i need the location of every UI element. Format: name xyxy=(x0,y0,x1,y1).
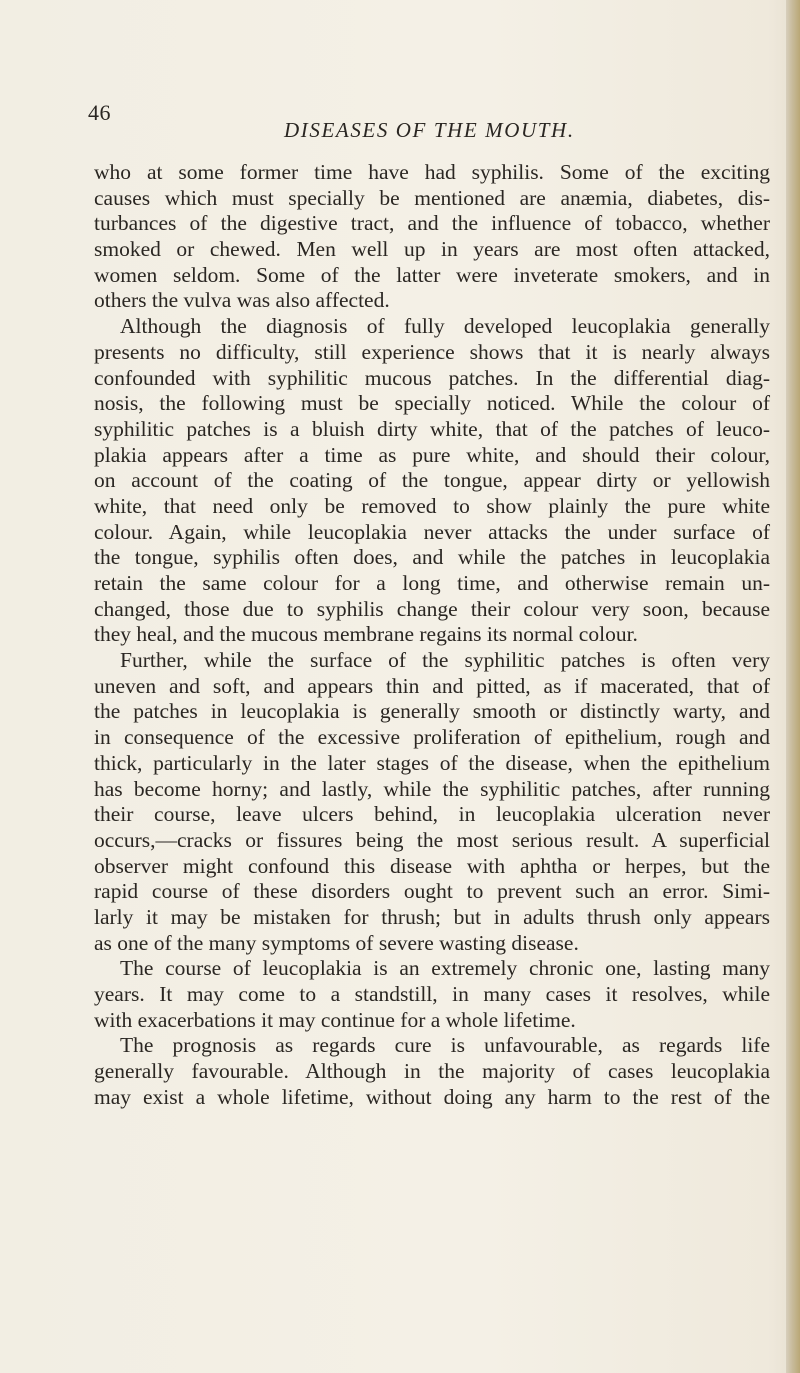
text-line: smoked or chewed. Men well up in years are most often attacked, xyxy=(94,237,770,262)
text-line: generally favourable. Although in the majority of cases leucoplakia xyxy=(94,1059,770,1084)
text-line: may exist a whole lifetime, without doing any harm to the rest of the xyxy=(94,1084,770,1109)
text-line: thick, particularly in the later stages of the disease, when the epithelium xyxy=(94,750,770,775)
page-number: 46 xyxy=(88,100,111,125)
body-text xyxy=(94,160,770,1110)
text-line: occurs,—cracks or fissures being the most serious result. A superficial xyxy=(94,827,770,852)
text-line: larly it may be mistaken for thrush; but in adults thrush only appears xyxy=(94,904,770,929)
text-line: in consequence of the excessive proliferation of epithelium, rough and xyxy=(94,725,770,750)
text-line: others the vulva was also affected. xyxy=(94,288,390,313)
text-line: observer might confound this disease with aphtha or herpes, but the xyxy=(94,853,770,878)
text-line: confounded with syphilitic mucous patches. In the differential diag- xyxy=(94,365,770,390)
text-line: years. It may come to a standstill, in many cases it resolves, while xyxy=(94,982,770,1006)
text-line: The course of leucoplakia is an extremely chronic one, lasting many xyxy=(120,956,770,981)
text-line: presents no difficulty, still experience shows that it is nearly always xyxy=(94,339,770,364)
text-line: has become horny; and lastly, while the syphilitic patches, after running xyxy=(94,776,770,801)
text-line: causes which must specially be mentioned are anæmia, diabetes, dis- xyxy=(94,185,770,210)
text-line: they heal, and the mucous membrane regains its normal colour. xyxy=(94,622,638,647)
text-line: women seldom. Some of the latter were inveterate smokers, and in xyxy=(94,262,770,287)
text-line: colour. Again, while leucoplakia never attacks the under surface of xyxy=(94,519,770,544)
text-line: turbances of the digestive tract, and the influence of tobacco, whether xyxy=(94,211,770,236)
text-line: their course, leave ulcers behind, in leucoplakia ulceration never xyxy=(94,802,770,827)
text-line: white, that need only be removed to show plainly the pure white xyxy=(94,493,770,518)
text-line: with exacerbations it may continue for a whole lifetime. xyxy=(94,1007,576,1032)
text-line: Although the diagnosis of fully developed leucoplakia generally xyxy=(120,314,770,339)
text-line: changed, those due to syphilis change their colour very soon, because xyxy=(94,596,770,621)
text-line: syphilitic patches is a bluish dirty white, that of the patches of leuco- xyxy=(94,416,770,441)
text-line: Further, while the surface of the syphilitic patches is often very xyxy=(120,648,770,673)
text-line: rapid course of these disorders ought to prevent such an error. Simi- xyxy=(94,879,770,904)
text-line: as one of the many symptoms of severe wasting disease. xyxy=(94,930,579,955)
running-head: DISEASES OF THE MOUTH. xyxy=(284,118,575,142)
text-line: nosis, the following must be specially noticed. While the colour of xyxy=(94,391,770,416)
text-line: The prognosis as regards cure is unfavourable, as regards life xyxy=(120,1033,770,1058)
page-edge xyxy=(786,0,800,1373)
text-line: on account of the coating of the tongue, appear dirty or yellowish xyxy=(94,468,770,493)
text-line: uneven and soft, and appears thin and pitted, as if macerated, that of xyxy=(94,673,770,698)
text-line: who at some former time have had syphilis. Some of the exciting xyxy=(94,160,770,184)
text-line: plakia appears after a time as pure white, and should their colour, xyxy=(94,442,770,467)
text-line: the patches in leucoplakia is generally smooth or distinctly warty, and xyxy=(94,699,770,724)
text-line: retain the same colour for a long time, and otherwise remain un- xyxy=(94,571,770,595)
text-line: the tongue, syphilis often does, and while the patches in leucoplakia xyxy=(94,545,770,570)
